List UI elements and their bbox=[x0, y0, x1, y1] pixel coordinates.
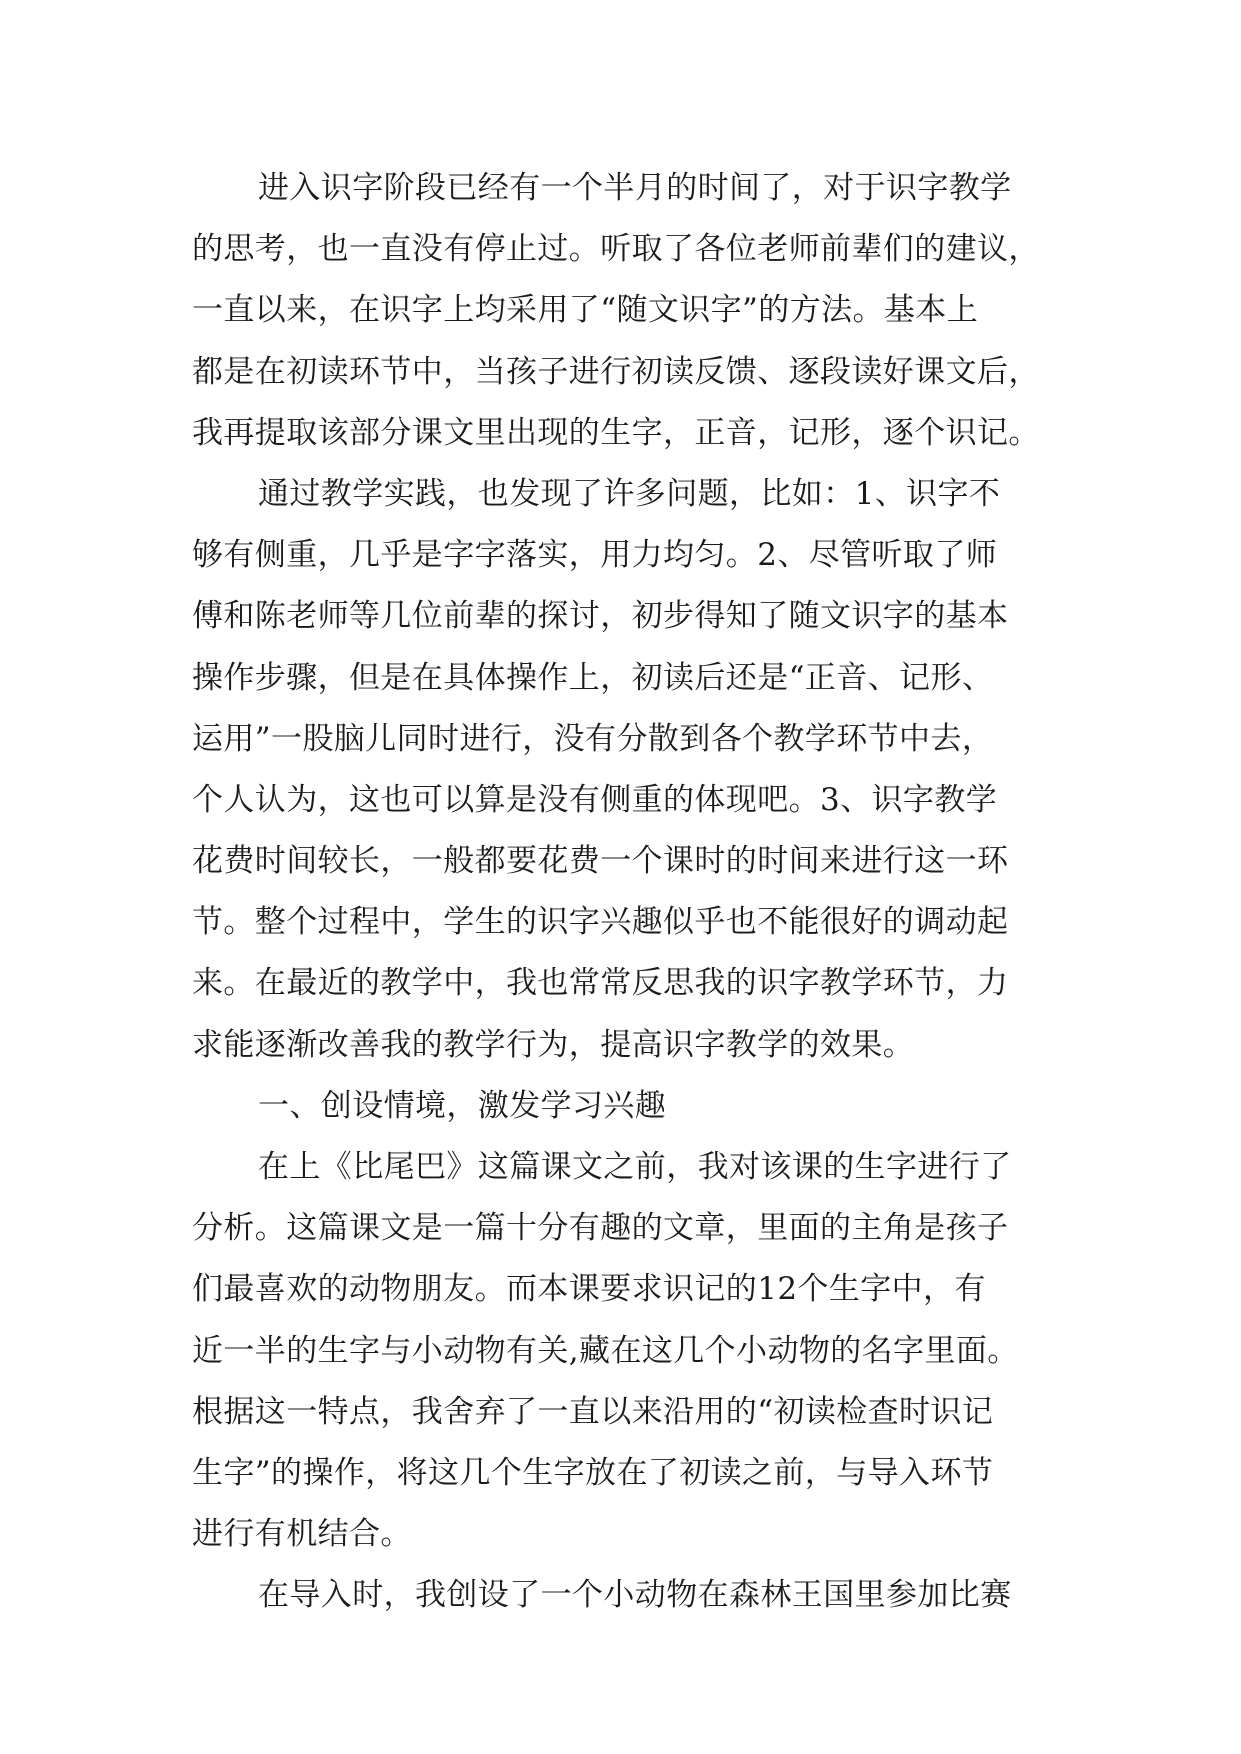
paragraph-first-line: 在导入时，我创设了一个小动物在森林王国里参加比赛 bbox=[258, 1577, 1012, 1614]
text-line: 们最喜欢的动物朋友。而本课要求识记的12个生字中，有 bbox=[192, 1271, 986, 1308]
text-line: 一直以来，在识字上均采用了“随文识字”的方法。基本上 bbox=[192, 292, 979, 329]
text-line: 运用”一股脑儿同时进行，没有分散到各个教学环节中去， bbox=[192, 720, 994, 757]
text-line: 进行有机结合。 bbox=[192, 1516, 412, 1553]
text-line: 节。整个过程中，学生的识字兴趣似乎也不能很好的调动起 bbox=[192, 904, 1009, 941]
text-line: 傅和陈老师等几位前辈的探讨，初步得知了随文识字的基本 bbox=[192, 598, 1009, 635]
text-line: 来。在最近的教学中，我也常常反思我的识字教学环节，力 bbox=[192, 965, 1009, 1002]
text-line: 求能逐渐改善我的教学行为，提高识字教学的效果。 bbox=[192, 1026, 915, 1063]
paragraph-first-line: 在上《比尾巴》这篇课文之前，我对该课的生字进行了 bbox=[258, 1149, 1012, 1185]
text-line: 分析。这篇课文是一篇十分有趣的文章，里面的主角是孩子 bbox=[192, 1210, 1009, 1247]
text-line: 个人认为，这也可以算是没有侧重的体现吧。3、识字教学 bbox=[192, 781, 998, 818]
text-line: 生字”的操作，将这几个生字放在了初读之前，与导入环节 bbox=[192, 1454, 994, 1491]
text-line: 花费时间较长，一般都要花费一个课时的时间来进行这一环 bbox=[192, 843, 1009, 880]
paragraph-first-line: 通过教学实践，也发现了许多问题，比如：1、识字不 bbox=[258, 475, 1001, 512]
paragraph-first-line: 进入识字阶段已经有一个半月的时间了，对于识字教学 bbox=[258, 170, 1012, 206]
text-line: 根据这一特点，我舍弃了一直以来沿用的“初读检查时识记 bbox=[192, 1393, 994, 1430]
body-text bbox=[192, 158, 1072, 1627]
paragraph-first-line: 一、创设情境，激发学习兴趣 bbox=[258, 1087, 667, 1124]
text-line: 操作步骤，但是在具体操作上，初读后还是“正音、记形、 bbox=[192, 659, 994, 696]
text-line: 的思考，也一直没有停止过。听取了各位老师前辈们的建议， bbox=[192, 231, 1040, 268]
text-line: 够有侧重，几乎是字字落实，用力均匀。2、尽管听取了师 bbox=[192, 537, 998, 574]
text-line: 近一半的生字与小动物有关,藏在这几个小动物的名字里面。 bbox=[192, 1332, 1019, 1369]
text-line: 都是在初读环节中，当孩子进行初读反馈、逐段读好课文后， bbox=[192, 353, 1040, 390]
text-line: 我再提取该部分课文里出现的生字，正音，记形，逐个识记。 bbox=[192, 414, 1040, 451]
